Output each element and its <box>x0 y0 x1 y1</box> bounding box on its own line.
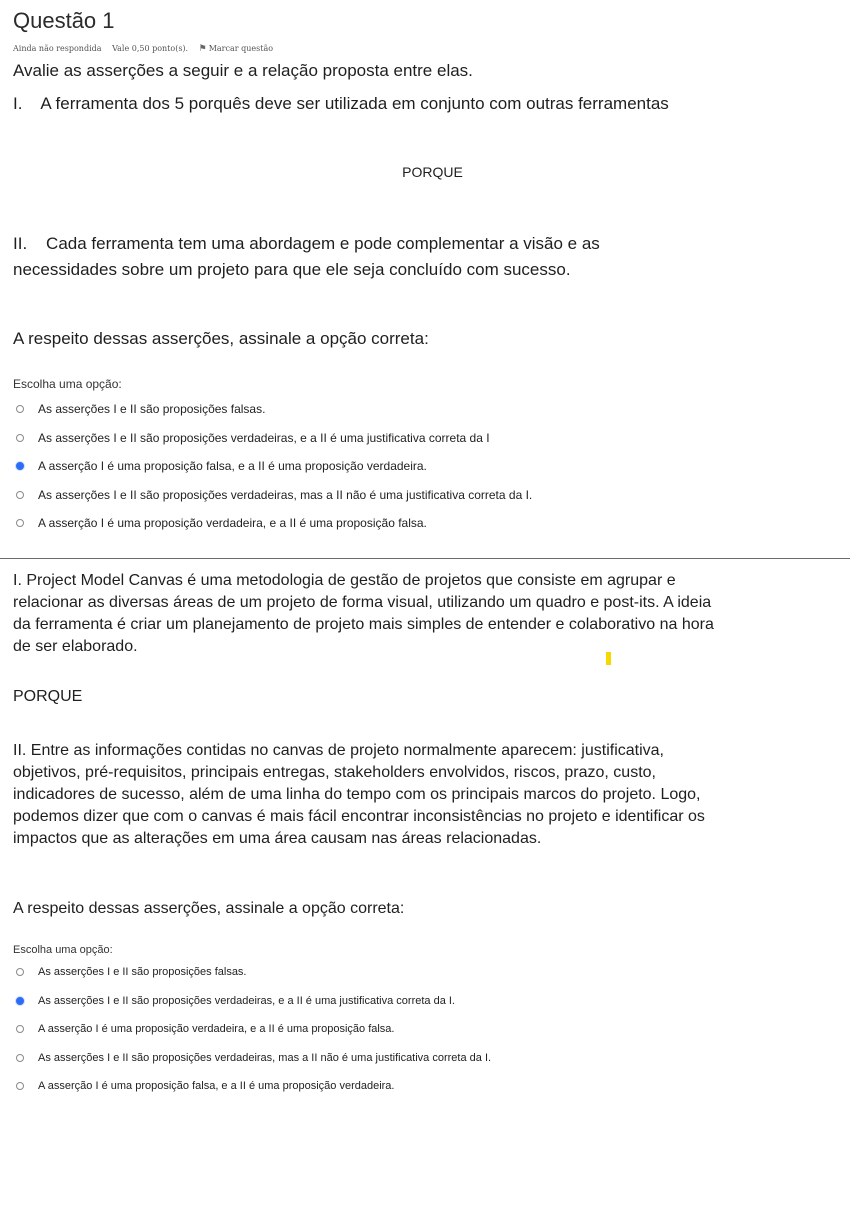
option-label: As asserções I e II são proposições verdadeiras, mas a II não é uma justificativa correta da I. <box>38 1052 492 1064</box>
q2-option-4[interactable] <box>16 1049 491 1067</box>
assertion-2-line-1: II. Cada ferramenta tem uma abordagem e pode complementar a visão e as <box>13 234 600 253</box>
q2-option-5[interactable] <box>16 1077 394 1095</box>
assertion-1: I. A ferramenta dos 5 porquês deve ser utilizada em conjunto com outras ferramentas <box>13 94 669 113</box>
option-label: As asserções I e II são proposições verdadeiras, mas a II não é uma justificativa correta da I. <box>38 488 533 502</box>
q2-choose-option-label: Escolha uma opção: <box>13 944 113 956</box>
radio-button[interactable] <box>16 968 24 976</box>
q2-option-2[interactable] <box>16 992 455 1010</box>
q2-option-3[interactable] <box>16 1020 394 1038</box>
q1-option-4[interactable] <box>16 486 532 504</box>
choose-option-label: Escolha uma opção: <box>13 377 122 391</box>
flag-question-button[interactable] <box>199 44 281 53</box>
q2-prompt: A respeito dessas asserções, assinale a opção correta: <box>13 900 405 917</box>
question-points: Vale 0,50 ponto(s). <box>112 44 189 53</box>
divider <box>0 558 850 559</box>
q2-assertion-2: II. Entre as informações contidas no canvas de projeto normalmente aparecem: justificativa, objetivos, pré-requisitos, principais entregas, stakeholders envolvidos, riscos, prazo, custo, indicadores de sucesso, além de uma linha do tempo com os principais marcos do projeto. Logo, podemos dizer que com o canvas é mais fácil encontrar inconsistências no projeto e identificar os impactos que as alterações em uma área causam nas áreas relacionadas. <box>13 742 705 847</box>
option-label: A asserção I é uma proposição verdadeira, e a II é uma proposição falsa. <box>38 516 427 530</box>
option-label: A asserção I é uma proposição verdadeira, e a II é uma proposição falsa. <box>38 1023 395 1035</box>
radio-button[interactable] <box>16 405 24 413</box>
radio-button-selected[interactable] <box>16 462 24 470</box>
option-label: A asserção I é uma proposição falsa, e a II é uma proposição verdadeira. <box>38 459 427 473</box>
q2-option-1[interactable] <box>16 963 247 981</box>
question-intro: Avalie as asserções a seguir e a relação proposta entre elas. <box>13 61 473 80</box>
option-label: A asserção I é uma proposição falsa, e a II é uma proposição verdadeira. <box>38 1080 395 1092</box>
q2-porque-label: PORQUE <box>13 688 83 705</box>
radio-button-selected[interactable] <box>16 997 24 1005</box>
q1-option-5[interactable] <box>16 514 427 532</box>
q1-option-1[interactable] <box>16 400 265 418</box>
radio-button[interactable] <box>16 519 24 527</box>
q1-option-2[interactable] <box>16 429 490 447</box>
question-meta <box>13 44 289 54</box>
option-label: As asserções I e II são proposições falsas. <box>38 966 247 978</box>
radio-button[interactable] <box>16 434 24 442</box>
answer-status: Ainda não respondida <box>13 44 102 53</box>
flag-question-label: Marcar questão <box>208 44 274 53</box>
highlight-marker <box>606 652 611 665</box>
option-label: As asserções I e II são proposições falsas. <box>38 402 266 416</box>
flag-icon: ⚑ <box>198 44 207 54</box>
porque-label: PORQUE <box>402 164 463 180</box>
question-title: Questão 1 <box>13 8 115 33</box>
question-prompt: A respeito dessas asserções, assinale a opção correta: <box>13 329 429 348</box>
radio-button[interactable] <box>16 491 24 499</box>
radio-button[interactable] <box>16 1025 24 1033</box>
q1-option-3[interactable] <box>16 457 427 475</box>
option-label: As asserções I e II são proposições verdadeiras, e a II é uma justificativa correta da I. <box>38 995 455 1007</box>
option-label: As asserções I e II são proposições verdadeiras, e a II é uma justificativa correta da I <box>38 431 490 445</box>
radio-button[interactable] <box>16 1054 24 1062</box>
q2-assertion-1: I. Project Model Canvas é uma metodologia de gestão de projetos que consiste em agrupar e relacionar as diversas áreas de um projeto de forma visual, utilizando um quadro e post-its. A ideia da ferramenta é criar um planejamento de projeto mais simples de entender e colaborativo na hora de ser elaborado. <box>13 572 714 655</box>
assertion-2-line-2: necessidades sobre um projeto para que ele seja concluído com sucesso. <box>13 260 571 279</box>
radio-button[interactable] <box>16 1082 24 1090</box>
